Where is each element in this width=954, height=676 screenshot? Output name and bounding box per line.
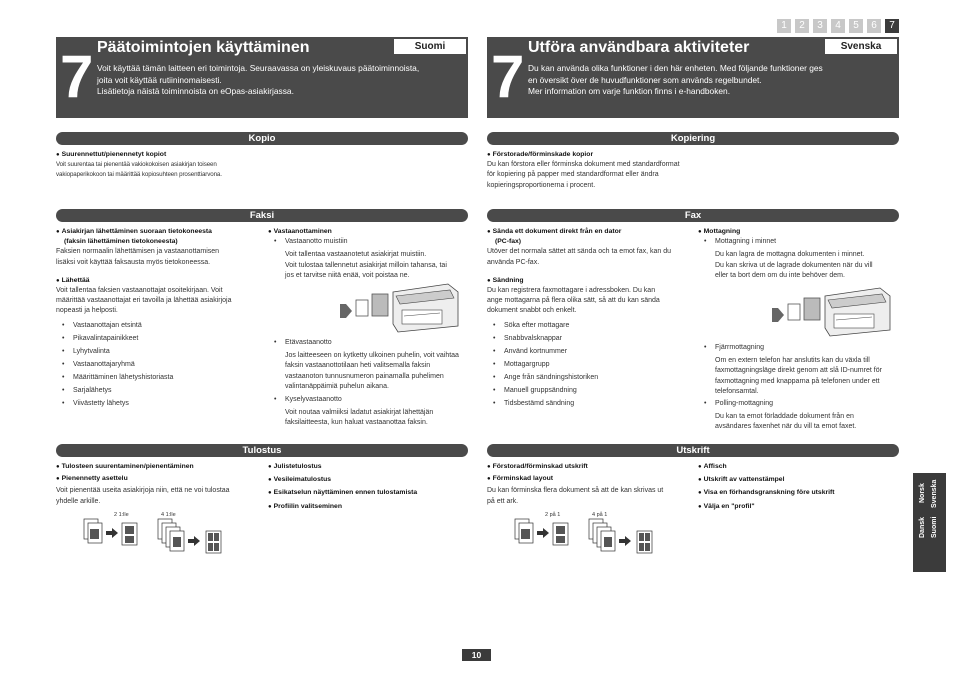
layout-label-4in1: 4 på 1 [592, 512, 608, 518]
list-item: • Mottagargrupp [493, 360, 692, 370]
list-item: • Använd kortnummer [493, 347, 692, 357]
list-item: • Tidsbestämd sändning [493, 399, 692, 409]
fax-receive-section: ● Mottagning • Mottagning i minnet Du kan lagra de mottagna dokumenten i minnet. Du kan skriva ut de lagrade dokumenten när du vill eller ta bort dem om du inte behöver dem. [698, 227, 903, 281]
list-item: • Ange från sändningshistoriken [493, 373, 692, 383]
section-bar-fax: Fax [487, 209, 899, 222]
language-side-tab: Dansk Norsk Suomi Svenska [913, 473, 946, 572]
fax-send-section: ● Sända ett dokument direkt från en dator (PC-fax) Utöver det normala sättet att sända och ta emot fax, kan du använda PC-fax. ● Sändning Du kan registrera faxmottagare i adressboken. Du kan ange mottagarna på flera olika sätt, så att du kan sända dokument snabbt och enkelt. • Söka efter mottagare • Snabbvalsknappar • Använd kortnummer • Mottagargrupp • Ange från sändningshistoriken • Manuell gruppsändning • Tidsbestämd sändning [487, 227, 692, 412]
print-section-col2: ● Julistetulostus ● Vesileimatulostus ● Esikatselun näyttäminen ennen tulostamista ● Profiilin valitseminen [268, 462, 468, 512]
section-bar-copy: Kopiering [487, 132, 899, 145]
chapter-intro: Du kan använda olika funktioner i den här enheten. Med följande funktioner ges en översikt över de huvudfunktioner som används regelbundet. Mer information om varje funktion finns i e-handboken. [528, 63, 823, 96]
chapter-tab-7[interactable]: 7 [885, 19, 899, 33]
fax-sending-list [487, 321, 692, 410]
list-item: • Manuell gruppsändning [493, 386, 692, 396]
list-item: • Viivästetty lähetys [62, 399, 261, 409]
chapter-title: Päätoimintojen käyttäminen [97, 39, 310, 56]
chapter-header-finnish [56, 37, 468, 118]
language-label: Suomi [394, 39, 466, 54]
reduced-layout-illustration [82, 517, 232, 575]
reduced-layout-illustration [513, 517, 663, 575]
chapter-tab-2[interactable]: 2 [795, 19, 809, 33]
copy-section: ● Förstorade/förminskade kopior Du kan förstora eller förminska dokument med standardformat för kopiering på papper med standardformat eller ändra kopieringsproportionerna i procent. [487, 150, 897, 191]
chapter-number: 7 [491, 43, 525, 110]
chapter-intro: Voit käyttää tämän laitteen eri toimintoja. Seuraavassa on yleiskuvaus päätoiminnoista, joita voit käyttää rutiininomaisesti. Lisätietoja näistä toiminnoista on eOpas-asiakirjassa. [97, 63, 420, 96]
fax-receive-extra: • Fjärrmottagning Om en extern telefon har anslutits kan du växla till faxmottagningsläge direkt genom att slå ID-numret för faxmottagning med knapparna på telefonen under ett telefonsamtal. • Polling-mottagning Du kan ta emot förladdade dokument från en avsändares faxenhet när du vill ta emot faxet. [698, 343, 903, 432]
copy-section: ● Suurennettut/pienennetyt kopiot Voit suurentaa tai pienentää vakiokokoisen asiakirjan toiseen vakiopaperikokoon tai määrittää kopiosuhteen prosenttiarvona. [56, 150, 466, 179]
layout-label-2in1: 2 1:lle [114, 512, 129, 518]
list-item: • Vastaanottajaryhmä [62, 360, 261, 370]
section-bar-fax: Faksi [56, 209, 468, 222]
list-item: • Pikavalintapainikkeet [62, 334, 261, 344]
layout-label-2in1: 2 på 1 [545, 512, 561, 518]
section-bar-copy: Kopio [56, 132, 468, 145]
chapter-tab-6[interactable]: 6 [867, 19, 881, 33]
chapter-tab-1[interactable]: 1 [777, 19, 791, 33]
print-section-col1: ● Förstorad/förminskad utskrift ● Förminskad layout Du kan förminska flera dokument så att de kan skrivas ut på ett ark. [487, 462, 692, 507]
list-item: • Söka efter mottagare [493, 321, 692, 331]
copy-heading: ● Förstorade/förminskade kopior [487, 150, 897, 160]
print-section-col2: ● Affisch ● Utskrift av vattenstämpel ● Visa en förhandsgranskning före utskrift ● Välja en "profil" [698, 462, 903, 512]
chapter-tabs [777, 19, 899, 33]
chapter-tab-4[interactable]: 4 [831, 19, 845, 33]
chapter-tab-5[interactable]: 5 [849, 19, 863, 33]
fax-machine-illustration [770, 286, 900, 342]
section-bar-print: Tulostus [56, 444, 468, 457]
section-bar-print: Utskrift [487, 444, 899, 457]
fax-send-section: ● Asiakirjan lähettäminen suoraan tietokoneesta (faksin lähettäminen tietokoneesta) Faksien normaalin lähettämisen ja vastaanottamisen lisäksi voit käyttää faksausta myös tietokoneessa. ● Lähettää Voit tallentaa faksien vastaanottajat osoitekirjaan. Voit määrittää vastaanottajat eri tavoilla ja lähettää asiakirjoja nopeasti ja helposti. • Vastaanottajan etsintä • Pikavalintapainikkeet • Lyhytvalinta • Vastaanottajaryhmä • Määrittäminen lähetyshistoriasta • Sarjalähetys • Viivästetty lähetys [56, 227, 261, 412]
list-item: • Sarjalähetys [62, 386, 261, 396]
copy-heading: ● Suurennettut/pienennetyt kopiot [56, 150, 466, 160]
list-item: • Määrittäminen lähetyshistoriasta [62, 373, 261, 383]
list-item: • Snabbvalsknappar [493, 334, 692, 344]
list-item: • Vastaanottajan etsintä [62, 321, 261, 331]
fax-receive-section: ● Vastaanottaminen • Vastaanotto muistiin Voit tallentaa vastaanotetut asiakirjat muistiin. Voit tulostaa tallennetut asiakirjat milloin tahansa, tai jos et tarvitse niitä enää, voit poistaa ne. [268, 227, 468, 281]
page-number: 10 [462, 649, 491, 661]
layout-label-4in1: 4 1:lle [161, 512, 176, 518]
fax-machine-illustration [338, 282, 468, 338]
fax-receive-extra: • Etävastaanotto Jos laitteeseen on kytketty ulkoinen puhelin, voit vaihtaa faksin vastaanottotilaan heti valitsemalla faksin vastaanoton tunnusnumeron painamalla puhelimen valintanäppäimiä puhelun aikana. • Kyselyvastaanotto Voit noutaa valmiiksi ladatut asiakirjat lähettäjän faksilaitteesta, kun haluat vastaanottaa faksin. [268, 338, 473, 428]
chapter-tab-3[interactable]: 3 [813, 19, 827, 33]
list-item: • Lyhytvalinta [62, 347, 261, 357]
chapter-header-swedish [487, 37, 899, 118]
print-section-col1: ● Tulosteen suurentaminen/pienentäminen ● Pienennetty asettelu Voit pienentää useita asiakirjoja niin, että ne voi tulostaa yhdelle arkille. [56, 462, 261, 507]
fax-sending-list [56, 321, 261, 410]
chapter-number: 7 [60, 43, 94, 110]
language-label: Svenska [825, 39, 897, 54]
chapter-title: Utföra användbara aktiviteter [528, 39, 750, 56]
